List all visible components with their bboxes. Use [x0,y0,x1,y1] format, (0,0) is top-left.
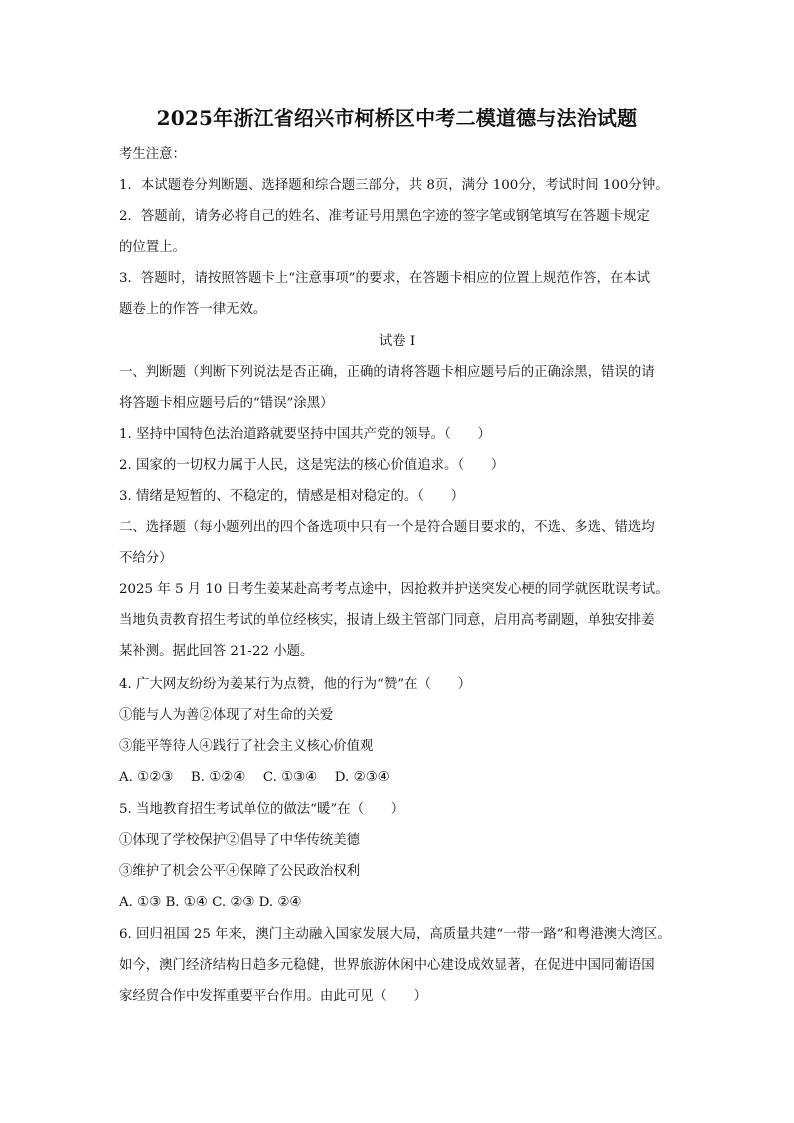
section-2-heading-line-2: 不给分） [119,551,173,566]
section-2-heading-line-1: 二、选择题（每小题列出的四个备选项中只有一个是符合题目要求的，不选、多选、错选均 [119,520,655,535]
paper-label: 试卷 I [378,334,416,349]
question-5-options-line-2: ③维护了机会公平④保障了公民政治权利 [119,864,361,879]
question-5-choices: A. ①③ B. ①④ C. ②③ D. ②④ [119,895,302,910]
material-line-1: 2025 年 5 月 10 日考生姜某赴高考考点途中，因抢救并护送突发心梗的同学就医耽误考试。 [119,582,669,597]
question-6-line-2: 如今，澳门经济结构日趋多元稳健，世界旅游休闲中心建设成效显著，在促进中国同葡语国 [119,958,655,973]
section-1-heading-line-1: 一、判断题（判断下列说法是否正确，正确的请将答题卡相应题号后的正确涂黑，错误的请 [119,365,655,380]
question-4-choices: A. ①②③ B. ①②④ C. ①③④ D. ②③④ [119,770,390,785]
page-title: 2025年浙江省绍兴市柯桥区中考二模道德与法治试题 [156,106,638,130]
question-1: 1. 坚持中国特色法治道路就要坚持中国共产党的领导。（ ） [119,427,491,442]
question-2: 2. 国家的一切权力属于人民，这是宪法的核心价值追求。（ ） [119,458,505,473]
notice-heading: 考生注意： [119,147,186,162]
question-5-options-line-1: ①体现了学校保护②倡导了中华传统美德 [119,833,361,848]
question-5-stem: 5. 当地教育招生考试单位的做法“暖”在（ ） [119,802,405,817]
question-6-line-3: 家经贸合作中发挥重要平台作用。由此可见（ ） [119,989,427,1004]
section-1-heading-line-2: 将答题卡相应题号后的“错误”涂黑） [119,396,334,411]
question-4-stem: 4. 广大网友纷纷为姜某行为点赞，他的行为“赞”在（ ） [119,677,472,692]
notice-item-1: 1．本试题卷分判断题、选择题和综合题三部分，共 8页，满分 100分，考试时间 100分钟。 [119,178,669,193]
question-4-options-line-2: ③能平等待人④践行了社会主义核心价值观 [119,739,374,754]
question-3: 3. 情绪是短暂的、不稳定的，情感是相对稳定的。（ ） [119,489,465,504]
notice-item-3-line-2: 题卷上的作答一律无效。 [119,302,267,317]
question-4-options-line-1: ①能与人为善②体现了对生命的关爱 [119,708,334,723]
material-line-2: 当地负责教育招生考试的单位经核实，报请上级主管部门同意，启用高考副题，单独安排姜 [119,613,655,628]
notice-item-3-line-1: 3．答题时，请按照答题卡上“注意事项”的要求，在答题卡相应的位置上规范作答，在本试 [119,271,651,286]
notice-item-2-line-1: 2．答题前，请务必将自己的姓名、准考证号用黑色字迹的签字笔或钢笔填写在答题卡规定 [119,209,650,224]
material-line-3: 某补测。据此回答 21-22 小题。 [119,644,314,659]
question-6-line-1: 6. 回归祖国 25 年来，澳门主动融入国家发展大局，高质量共建“一带一路”和粤港澳大湾区。 [119,927,671,942]
notice-item-2-line-2: 的位置上。 [119,240,186,255]
